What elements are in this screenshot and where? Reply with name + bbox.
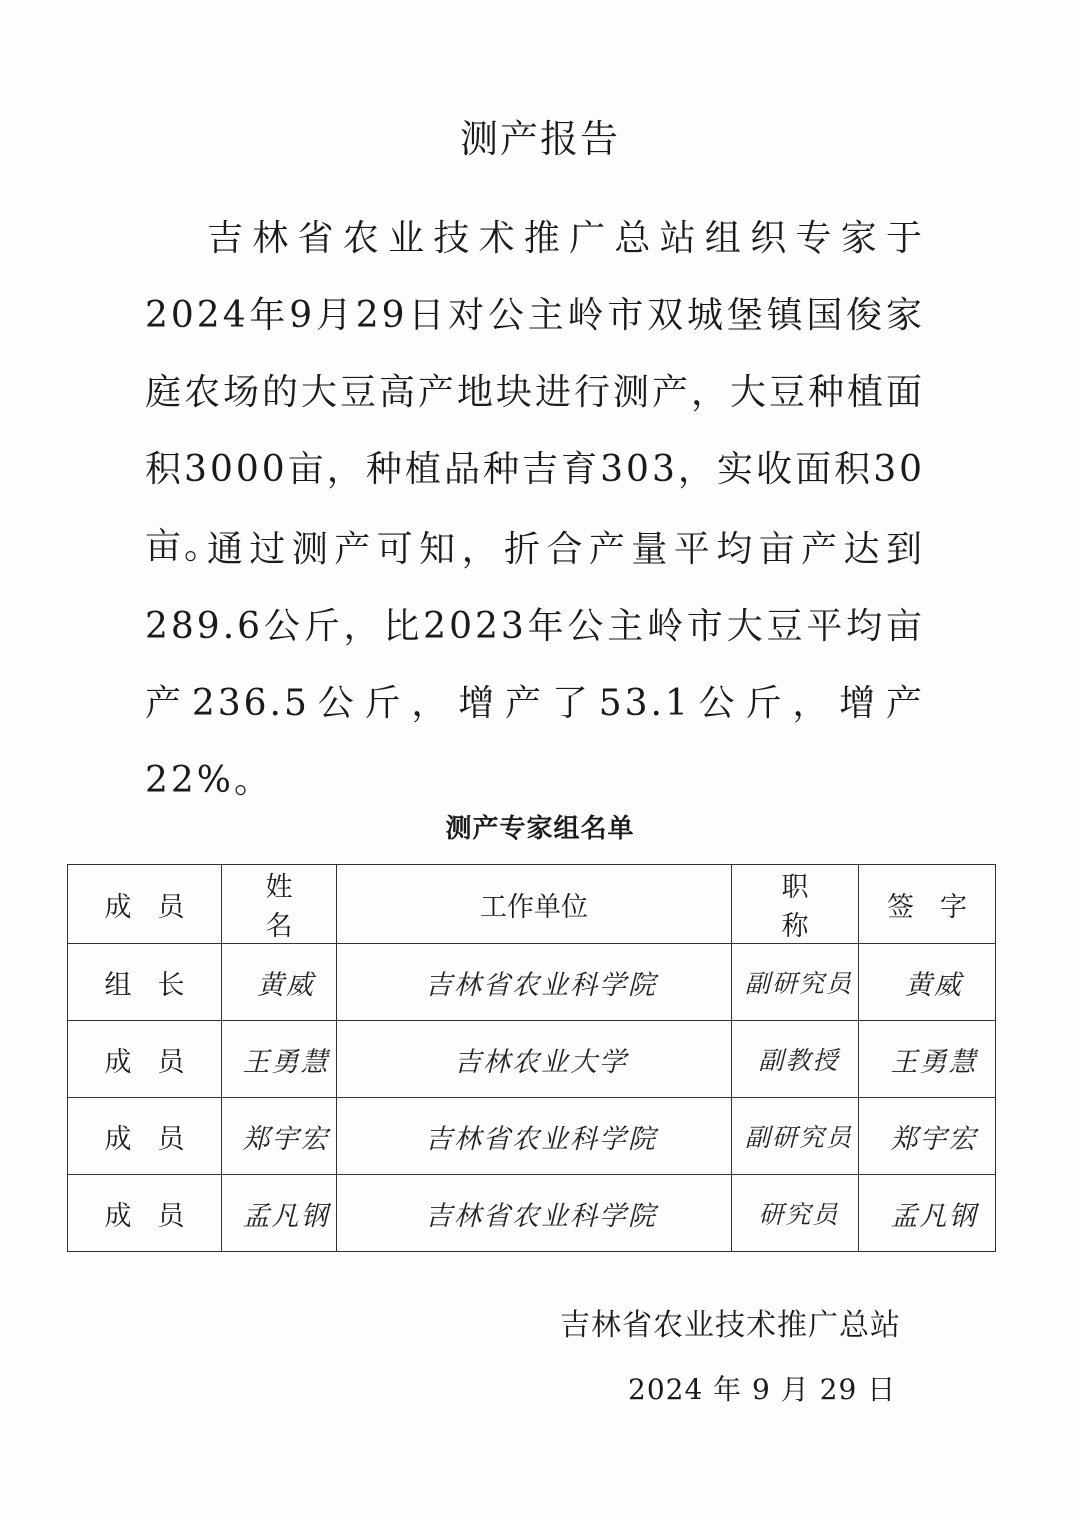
expert-table — [67, 864, 996, 1252]
header-signature: 签字 — [859, 865, 996, 944]
row-title: 副研究员 — [732, 944, 859, 1021]
table-row — [68, 1021, 996, 1098]
row-signature: 孟凡钢 — [859, 1175, 996, 1252]
row-name: 孟凡钢 — [222, 1175, 337, 1252]
row-name: 黄威 — [222, 944, 337, 1021]
row-unit: 吉林省农业科学院 — [337, 1098, 732, 1175]
row-unit: 吉林省农业科学院 — [337, 944, 732, 1021]
table-row — [68, 1098, 996, 1175]
header-title: 职称 — [732, 865, 859, 944]
report-paragraph-1: 吉林省农业技术推广总站组织专家于2024年9月29日对公主岭市双城堡镇国俊家庭农场的大豆高产地块进行测产，大豆种植面积3000亩，种植品种吉育303，实收面积30亩。 — [145, 218, 926, 567]
issue-date: 2024 年 9 月 29 日 — [628, 1373, 897, 1406]
row-role: 成员 — [68, 1175, 222, 1252]
row-signature: 王勇慧 — [859, 1021, 996, 1098]
table-header-row — [68, 865, 996, 944]
report-paragraph-2: 通过测产可知，折合产量平均亩产达到289.6公斤，比2023年公主岭市大豆平均亩产236.5公斤，增产了53.1公斤，增产22%。 — [145, 529, 925, 801]
row-title: 副教授 — [732, 1021, 859, 1098]
row-signature: 黄威 — [859, 944, 996, 1021]
row-role: 组长 — [68, 944, 222, 1021]
row-name: 王勇慧 — [222, 1021, 337, 1098]
row-title: 副研究员 — [732, 1098, 859, 1175]
header-role: 成员 — [68, 865, 222, 944]
table-row — [68, 1175, 996, 1252]
row-role: 成员 — [68, 1098, 222, 1175]
expert-list-title: 测产专家组名单 — [445, 814, 635, 844]
report-title: 测产报告 — [459, 117, 620, 161]
header-name: 姓名 — [222, 865, 337, 944]
header-unit: 工作单位 — [337, 865, 732, 944]
row-title: 研究员 — [732, 1175, 859, 1252]
issuer-name: 吉林省农业技术推广总站 — [560, 1308, 901, 1343]
row-role: 成员 — [68, 1021, 222, 1098]
row-unit: 吉林省农业科学院 — [337, 1175, 732, 1252]
row-signature: 郑宇宏 — [859, 1098, 996, 1175]
table-row — [68, 944, 996, 1021]
row-name: 郑宇宏 — [222, 1098, 337, 1175]
row-unit: 吉林农业大学 — [337, 1021, 732, 1098]
